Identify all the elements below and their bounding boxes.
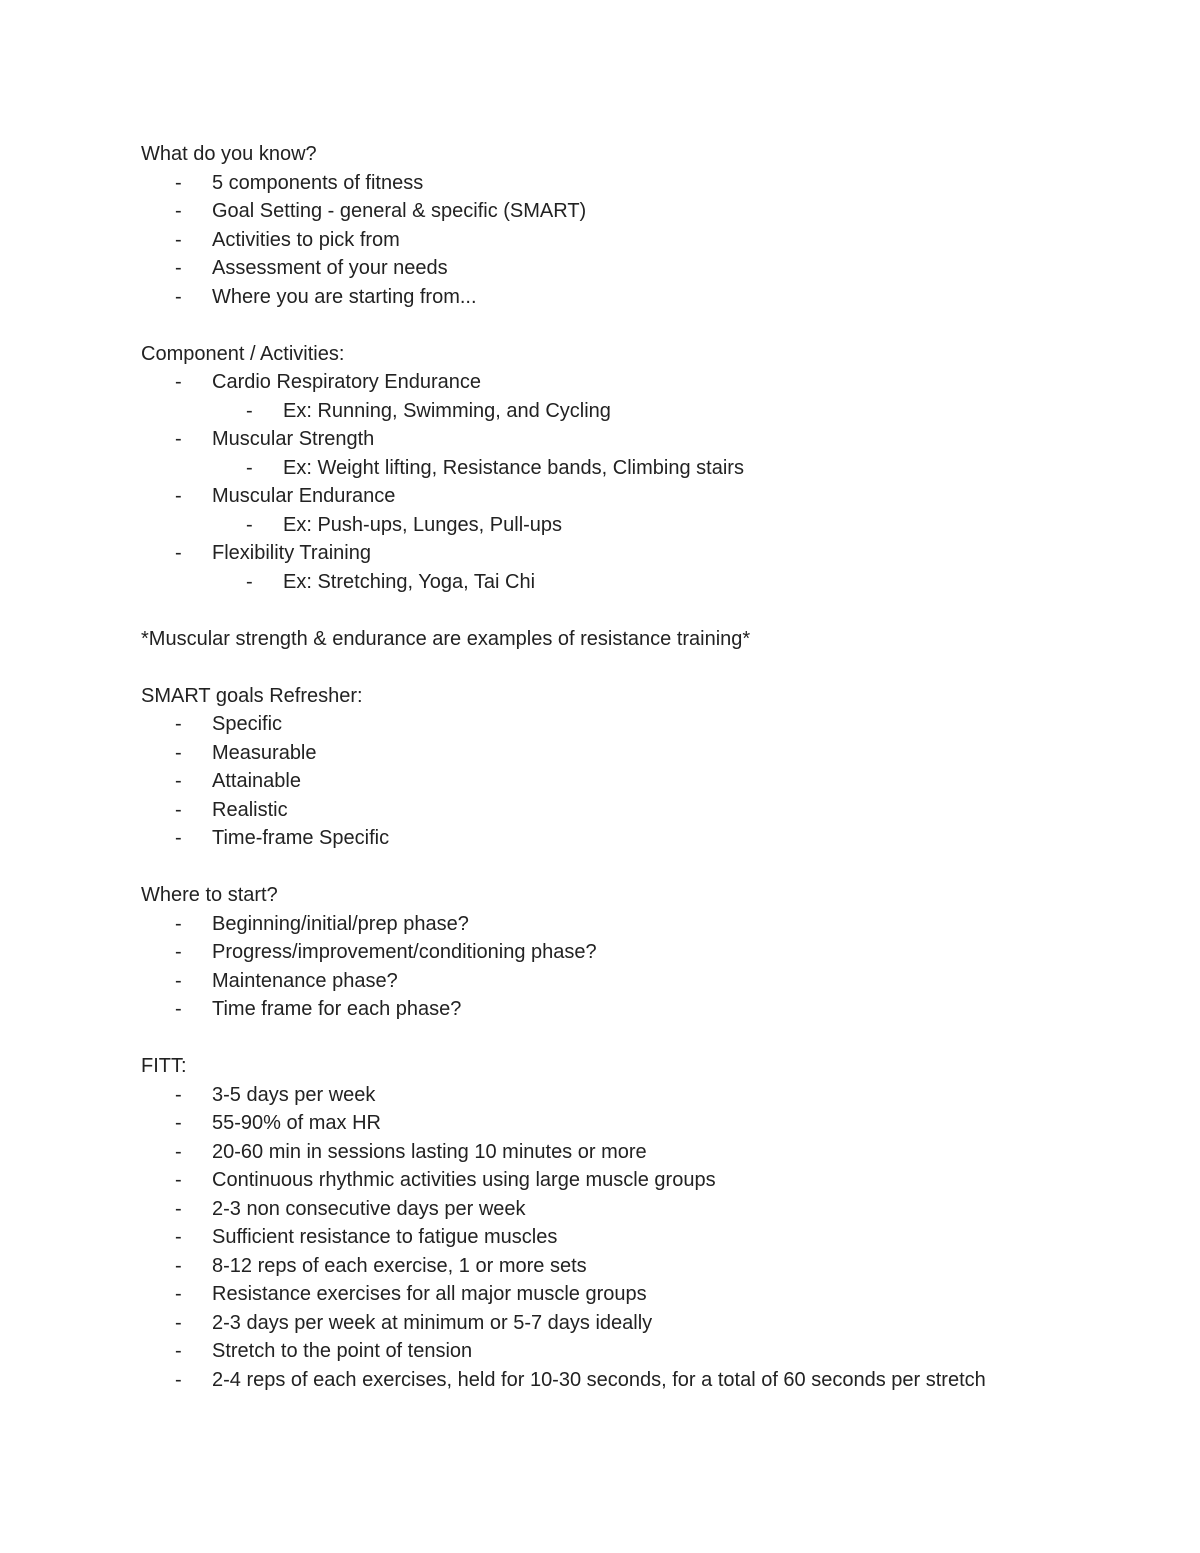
section-heading: SMART goals Refresher:	[141, 684, 363, 707]
paragraph-gap	[141, 653, 1141, 682]
list-item	[141, 739, 1141, 768]
dash-bullet: -	[175, 1169, 182, 1191]
dash-bullet: -	[175, 798, 182, 821]
sub-list-item	[212, 568, 1141, 597]
dash-bullet: -	[175, 485, 182, 507]
list-item	[141, 1109, 1141, 1138]
paragraph-gap	[141, 311, 1141, 340]
list-item-text: 55-90% of max HR	[212, 1112, 381, 1134]
paragraph-gap	[141, 853, 1141, 882]
section-smart-goals	[141, 682, 1141, 853]
sub-bullet-list	[212, 454, 1141, 483]
list-item-text: Cardio Respiratory Endurance	[212, 371, 482, 393]
dash-bullet: -	[246, 456, 253, 479]
list-item	[141, 1280, 1141, 1309]
section-heading: Component / Activities:	[141, 342, 345, 365]
list-item	[141, 283, 1141, 312]
dash-bullet: -	[246, 399, 253, 422]
list-item	[141, 1366, 1141, 1395]
sub-list-item	[212, 454, 1141, 483]
list-item-text: Sufficient resistance to fatigue muscles	[212, 1226, 558, 1248]
sub-list-item-text: Ex: Running, Swimming, and Cycling	[283, 399, 611, 422]
dash-bullet: -	[175, 1083, 182, 1106]
bullet-list	[141, 1081, 1141, 1395]
list-item-text: Realistic	[212, 798, 288, 821]
list-item	[141, 824, 1141, 853]
bullet-list	[141, 169, 1141, 312]
list-item	[141, 767, 1141, 796]
list-item	[141, 1195, 1141, 1224]
list-item-text: Measurable	[212, 741, 317, 764]
list-item-text: Where you are starting from...	[212, 285, 477, 308]
list-item	[141, 1309, 1141, 1338]
list-item-text: 20-60 min in sessions lasting 10 minutes or more	[212, 1140, 647, 1163]
dash-bullet: -	[175, 998, 182, 1020]
list-item	[141, 1223, 1141, 1252]
list-item	[141, 425, 1141, 482]
list-item	[141, 710, 1141, 739]
sub-bullet-list	[212, 568, 1141, 597]
dash-bullet: -	[175, 941, 182, 963]
list-item-text: Beginning/initial/prep phase?	[212, 912, 469, 935]
list-item-text: Specific	[212, 713, 283, 735]
list-item-text: Activities to pick from	[212, 228, 400, 251]
list-item	[141, 254, 1141, 283]
dash-bullet: -	[175, 1140, 182, 1163]
list-item	[141, 226, 1141, 255]
list-item-text: Continuous rhythmic activities using large muscle groups	[212, 1169, 716, 1191]
dash-bullet: -	[175, 741, 182, 764]
list-item-text: Time-frame Specific	[212, 827, 390, 849]
list-item-text: Resistance exercises for all major muscle groups	[212, 1283, 647, 1305]
dash-bullet: -	[175, 1226, 182, 1248]
list-item	[141, 1081, 1141, 1110]
dash-bullet: -	[175, 428, 182, 450]
dash-bullet: -	[175, 1112, 182, 1134]
list-item	[141, 539, 1141, 596]
list-item-text: Muscular Endurance	[212, 485, 396, 507]
dash-bullet: -	[175, 228, 182, 251]
dash-bullet: -	[175, 912, 182, 935]
bullet-list	[141, 368, 1141, 596]
sub-list-item	[212, 511, 1141, 540]
dash-bullet: -	[175, 1197, 182, 1220]
dash-bullet: -	[246, 513, 253, 536]
dash-bullet: -	[175, 257, 182, 279]
list-item-text: Maintenance phase?	[212, 969, 398, 992]
dash-bullet: -	[246, 570, 253, 593]
list-item	[141, 995, 1141, 1024]
dash-bullet: -	[175, 171, 182, 194]
document-content	[141, 140, 1141, 1394]
bullet-list	[141, 910, 1141, 1024]
list-item-text: 8-12 reps of each exercise, 1 or more sets	[212, 1254, 587, 1277]
dash-bullet: -	[175, 770, 182, 792]
list-item	[141, 169, 1141, 198]
list-item	[141, 967, 1141, 996]
list-item-text: Flexibility Training	[212, 542, 371, 564]
paragraph-gap	[141, 596, 1141, 625]
section-what-do-you-know	[141, 140, 1141, 311]
sub-bullet-list	[212, 511, 1141, 540]
list-item-text: Stretch to the point of tension	[212, 1340, 473, 1362]
dash-bullet: -	[175, 200, 182, 222]
list-item-text: Goal Setting - general & specific (SMART)	[212, 200, 587, 222]
section-component-activities	[141, 340, 1141, 597]
list-item	[141, 1252, 1141, 1281]
sub-list-item-text: Ex: Push-ups, Lunges, Pull-ups	[283, 513, 563, 536]
dash-bullet: -	[175, 1283, 182, 1305]
dash-bullet: -	[175, 1254, 182, 1277]
list-item	[141, 368, 1141, 425]
dash-bullet: -	[175, 1311, 182, 1334]
list-item	[141, 796, 1141, 825]
bullet-list	[141, 710, 1141, 853]
section-heading: FITT:	[141, 1055, 187, 1077]
resistance-training-note: *Muscular strength & endurance are examples of resistance training*	[141, 627, 751, 650]
sub-bullet-list	[212, 397, 1141, 426]
sub-list-item-text: Ex: Weight lifting, Resistance bands, Climbing stairs	[283, 456, 744, 479]
list-item-text: 2-3 non consecutive days per week	[212, 1197, 526, 1220]
section-where-to-start	[141, 881, 1141, 1024]
dash-bullet: -	[175, 969, 182, 992]
list-item-text: 2-3 days per week at minimum or 5-7 days ideally	[212, 1311, 653, 1334]
list-item-text: 2-4 reps of each exercises, held for 10-30 seconds, for a total of 60 seconds per stretch	[212, 1368, 986, 1391]
list-item-text: 3-5 days per week	[212, 1083, 376, 1106]
dash-bullet: -	[175, 713, 182, 735]
list-item-text: Time frame for each phase?	[212, 998, 462, 1020]
list-item-text: Progress/improvement/conditioning phase?	[212, 941, 597, 963]
list-item-text: Muscular Strength	[212, 428, 375, 450]
list-item	[141, 1138, 1141, 1167]
dash-bullet: -	[175, 1368, 182, 1391]
sub-list-item-text: Ex: Stretching, Yoga, Tai Chi	[283, 570, 536, 593]
paragraph-gap	[141, 1024, 1141, 1053]
list-item	[141, 197, 1141, 226]
list-item-text: Assessment of your needs	[212, 257, 448, 279]
section-heading: What do you know?	[141, 143, 317, 165]
section-heading: Where to start?	[141, 884, 278, 906]
sub-list-item	[212, 397, 1141, 426]
dash-bullet: -	[175, 542, 182, 564]
list-item-text: 5 components of fitness	[212, 171, 424, 194]
list-item	[141, 910, 1141, 939]
list-item	[141, 1166, 1141, 1195]
list-item	[141, 482, 1141, 539]
dash-bullet: -	[175, 827, 182, 849]
dash-bullet: -	[175, 371, 182, 393]
list-item	[141, 1337, 1141, 1366]
dash-bullet: -	[175, 1340, 182, 1362]
list-item-text: Attainable	[212, 770, 301, 792]
dash-bullet: -	[175, 285, 182, 308]
section-fitt	[141, 1052, 1141, 1394]
list-item	[141, 938, 1141, 967]
